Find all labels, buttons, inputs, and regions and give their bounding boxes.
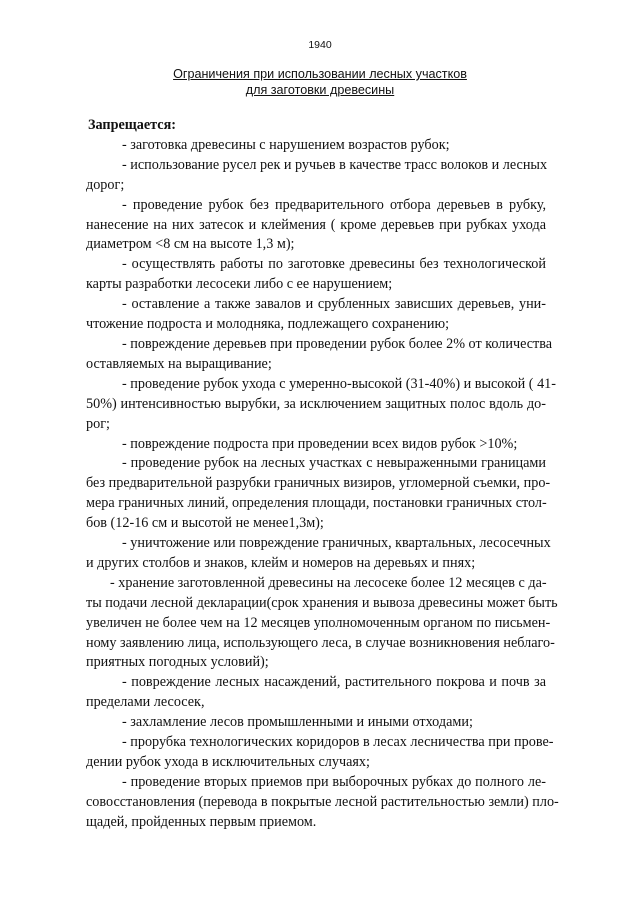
- prohibition-item: [86, 574, 558, 674]
- prohibition-item-line: 50%) интенсивностью вырубки, за исключением защитных полос вдоль до-: [86, 395, 546, 412]
- prohibition-item-line: - проведение рубок на лесных участках с невыраженными границами: [122, 455, 546, 472]
- prohibition-item: [88, 713, 548, 733]
- prohibition-item: [88, 156, 548, 196]
- prohibition-item-line: ному заявлению лица, использующего леса, в случае возникновения неблаго-: [86, 634, 555, 651]
- prohibition-item-line: бов (12-16 см и высотой не менее1,3м);: [86, 515, 324, 532]
- prohibition-item: [86, 454, 551, 534]
- prohibition-item-line: - повреждение лесных насаждений, растительного покрова и почв за: [122, 674, 546, 691]
- prohibition-item-line: приятных погодных условий);: [86, 654, 269, 671]
- prohibition-item-line: - уничтожение или повреждение граничных, квартальных, лесосечных: [122, 535, 551, 552]
- prohibition-item: [88, 673, 548, 713]
- prohibition-item-line: дорог;: [86, 176, 125, 193]
- prohibition-item: [88, 196, 548, 256]
- prohibition-item: [88, 255, 548, 295]
- prohibition-item: [86, 773, 559, 833]
- prohibition-item-line: - повреждение подроста при проведении всех видов рубок >10%;: [122, 435, 518, 452]
- prohibition-item-line: диаметром <8 см на высоте 1,3 м);: [86, 236, 295, 253]
- section-heading: Запрещается:: [88, 117, 176, 133]
- prohibition-item-line: - оставление а также завалов и срубленных зависших деревьев, уни-: [122, 296, 546, 313]
- prohibition-item: [88, 136, 548, 156]
- prohibition-item-line: нанесение на них затесок и клеймения ( кроме деревьев при рубках ухода: [86, 216, 546, 233]
- prohibition-item-line: дении рубок ухода в исключительных случаях;: [86, 754, 370, 770]
- prohibition-item: [86, 375, 556, 435]
- prohibition-item-line: и других столбов и знаков, клейм и номеров на деревьях и пнях;: [86, 554, 476, 571]
- prohibition-item: [86, 534, 551, 574]
- prohibition-item-line: - хранение заготовленной древесины на лесосеке более 12 месяцев с да-: [110, 574, 547, 591]
- prohibition-item-line: - прорубка технологических коридоров в лесах лесничества при прове-: [122, 734, 554, 751]
- prohibition-item-line: рог;: [86, 415, 110, 432]
- prohibition-item-line: карты разработки лесосеки либо с ее нарушением;: [86, 276, 393, 293]
- prohibition-item-line: - использование русел рек и ручьев в качестве трасс волоков и лесных: [122, 156, 548, 173]
- prohibition-item: [86, 733, 554, 773]
- prohibition-item-line: совосстановления (перевода в покрытые лесной растительностью земли) пло-: [86, 793, 559, 810]
- prohibition-item-line: оставляемых на выращивание;: [86, 355, 272, 372]
- prohibition-item-line: ты подачи лесной декларации(срок хранения и вывоза древесины может быть: [86, 594, 558, 611]
- document-title: [0, 66, 640, 98]
- page-number: 1940: [308, 39, 332, 51]
- prohibition-item-line: чтожение подроста и молодняка, подлежащего сохранению;: [86, 316, 450, 333]
- prohibition-item-line: без предварительной разрубки граничных визиров, угломерной съемки, про-: [86, 475, 551, 492]
- prohibition-item-line: - повреждение деревьев при проведении рубок более 2% от количества: [122, 335, 553, 352]
- prohibition-item-line: пределами лесосек,: [86, 694, 205, 711]
- prohibition-item-line: - проведение вторых приемов при выборочных рубках до полного ле-: [122, 773, 546, 790]
- prohibition-item-line: увеличен не более чем на 12 месяцев уполномоченным органом по письмен-: [86, 614, 551, 631]
- prohibition-item-line: - осуществлять работы по заготовке древесины без технологической: [122, 256, 546, 273]
- prohibition-item-line: - захламление лесов промышленными и иными отходами;: [122, 714, 473, 731]
- document-body: [86, 116, 559, 833]
- prohibition-item: [88, 295, 548, 335]
- prohibition-item-line: мера граничных линий, определения площади, постановки граничных стол-: [86, 495, 547, 512]
- prohibition-item: [86, 335, 553, 375]
- prohibition-item-line: - заготовка древесины с нарушением возрастов рубок;: [122, 136, 450, 153]
- prohibition-item-line: - проведение рубок без предварительного отбора деревьев в рубку,: [122, 196, 546, 213]
- prohibition-item-line: - проведение рубок ухода с умеренно-высокой (31-40%) и высокой ( 41-: [122, 375, 556, 392]
- prohibition-item: [88, 435, 548, 455]
- prohibition-item-line: щадей, пройденных первым приемом.: [86, 813, 317, 830]
- title-line-2: для заготовки древесины: [245, 83, 395, 97]
- title-line-1: Ограничения при использовании лесных участков: [173, 67, 467, 81]
